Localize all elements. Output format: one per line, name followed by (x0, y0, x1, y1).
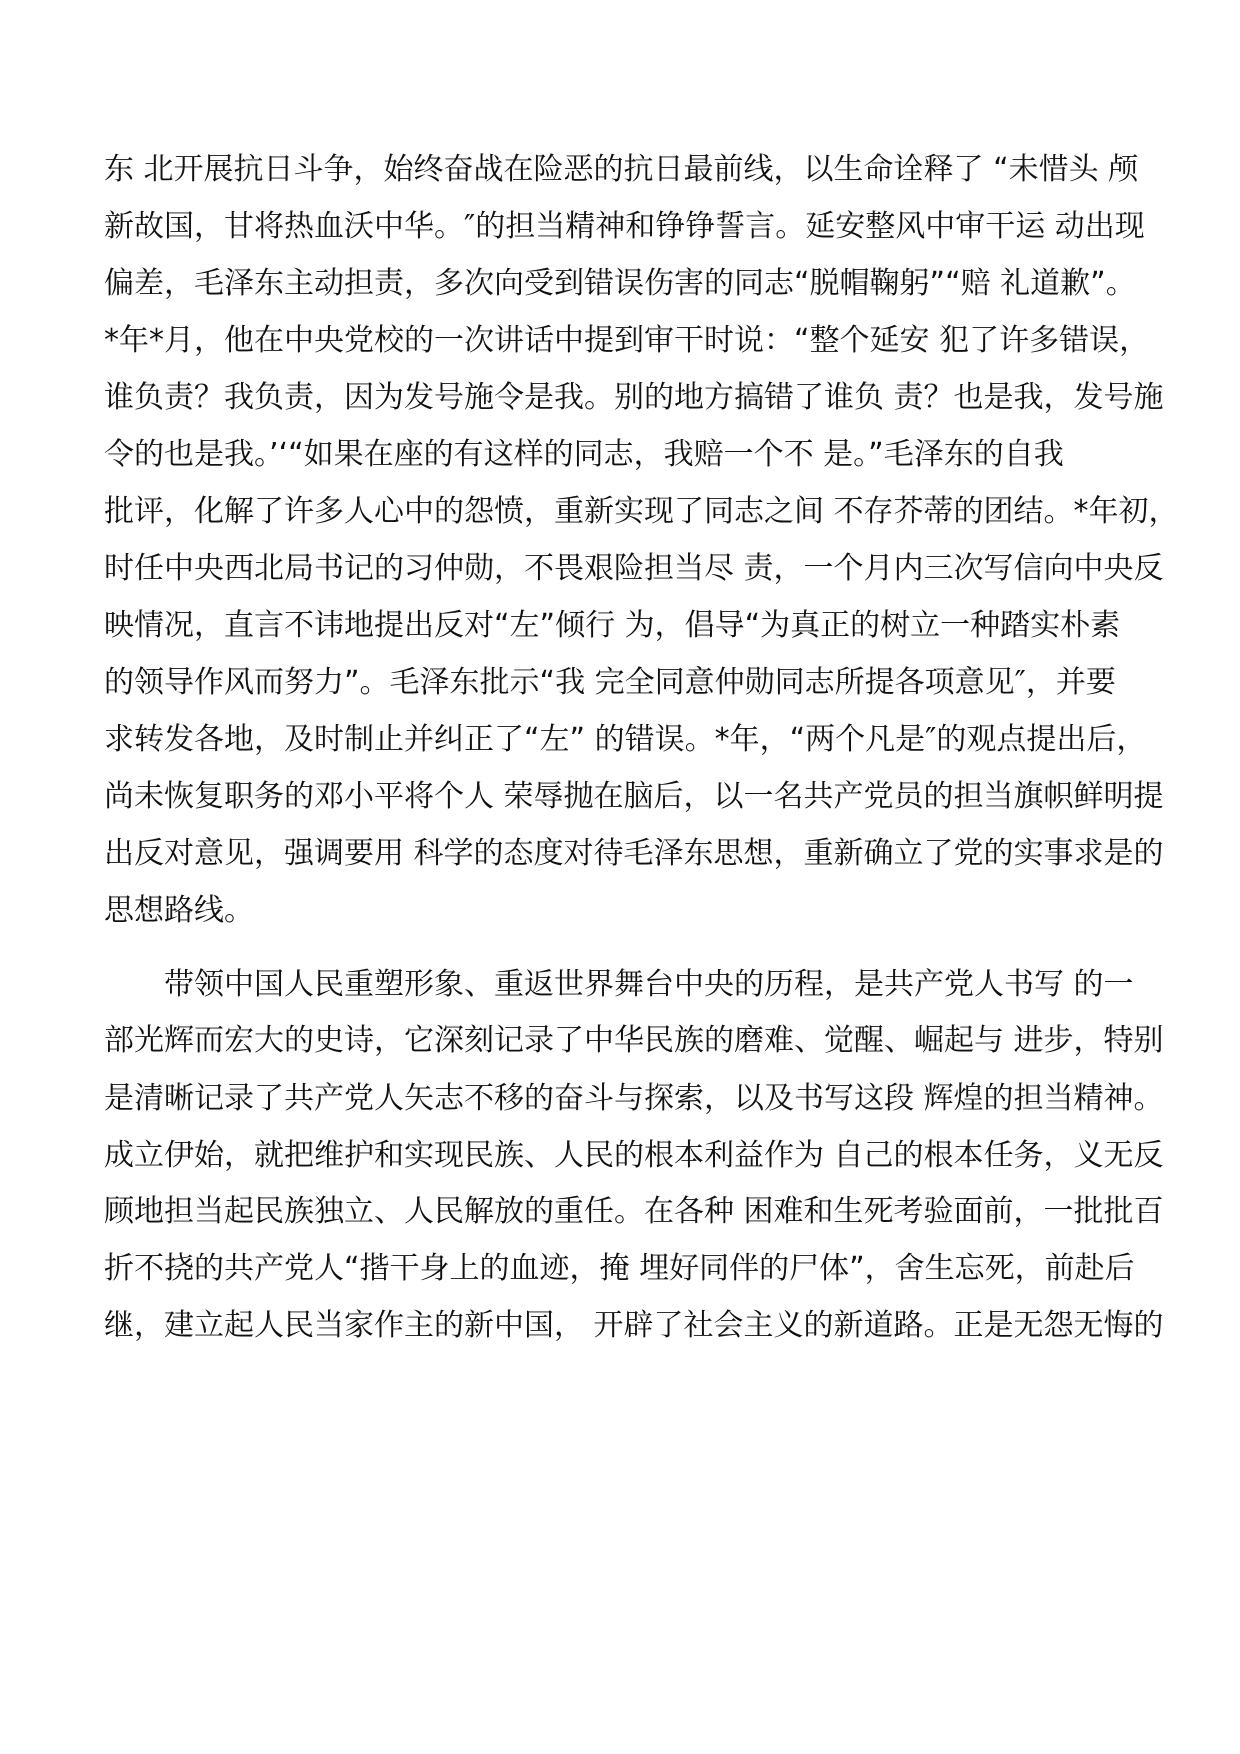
text-line: 是清晰记录了共产党人矢志不移的奋斗与探索，以及书写这段 辉煌的担当精神。 (104, 1081, 1164, 1116)
text-line: 东 北开展抗日斗争，始终奋战在险恶的抗日最前线，以生命诠释了 “未惜头 颅 (104, 152, 1139, 187)
text-line: 尚未恢复职务的邓小平将个人 荣辱抛在脑后，以一名共产党员的担当旗帜鲜明提 (104, 779, 1164, 814)
text-line: 的领导作风而努力”。毛泽东批示“我 完全同意仲勋同志所提各项意见″，并要 (104, 665, 1116, 700)
text-line: 新故国，甘将热血沃中华。″的担当精神和铮铮誓言。延安整风中审干运 动出现 (104, 209, 1145, 244)
text-line: 部光辉而宏大的史诗，它深刻记录了中华民族的磨难、觉醒、崛起与 进步，特别 (104, 1023, 1164, 1058)
text-line: 令的也是我。’‘“如果在座的有这样的同志，我赔一个不 是。”毛泽东的自我 (104, 437, 1064, 472)
text-line: 折不挠的共产党人“揩干身上的血迹，掩 埋好同伴的尸体”，舍生忘死，前赴后 (104, 1251, 1135, 1286)
text-line: 带领中国人民重塑形象、重返世界舞台中央的历程，是共产党人书写 的一 (164, 967, 1134, 1002)
text-line: 出反对意见，强调要用 科学的态度对待毛泽东思想，重新确立了党的实事求是的 (104, 836, 1164, 871)
text-line: 偏差，毛泽东主动担责，多次向受到错误伤害的同志“脱帽鞠躬”“赔 礼道歉”。 (104, 266, 1136, 301)
text-line: 成立伊始，就把维护和实现民族、人民的根本利益作为 自己的根本任务，义无反 (104, 1138, 1164, 1173)
text-line: 映情况，直言不讳地提出反对“左”倾行 为，倡导“为真正的树立一种踏实朴素 (104, 608, 1121, 643)
text-line: 求转发各地，及时制止并纠正了“左” 的错误。*年，“两个凡是″的观点提出后， (104, 722, 1147, 757)
text-line: 谁负责？我负责，因为发号施令是我。别的地方搞错了谁负 责？也是我，发号施 (104, 380, 1164, 415)
text-line: 批评，化解了许多人心中的怨愤，重新实现了同志之间 不存芥蒂的团结。*年初， (104, 494, 1179, 529)
text-line: 顾地担当起民族独立、人民解放的重任。在各种 困难和生死考验面前，一批批百 (104, 1194, 1164, 1229)
text-line: 思想路线。 (104, 893, 254, 928)
text-line: *年*月，他在中央党校的一次讲话中提到审干时说：“整个延安 犯了许多错误， (104, 323, 1150, 358)
text-line: 时任中央西北局书记的习仲勋，不畏艰险担当尽 责，一个月内三次写信向中央反 (104, 551, 1164, 586)
text-line: 继，建立起人民当家作主的新中国， 开辟了社会主义的新道路。正是无怨无悔的 (104, 1308, 1164, 1343)
